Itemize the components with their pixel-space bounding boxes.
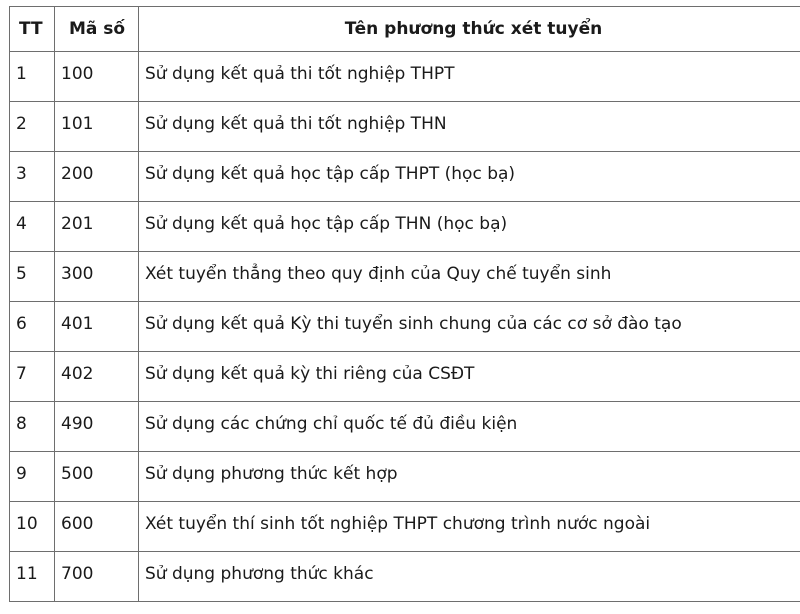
row-tt-cell: 7 — [10, 352, 55, 402]
row-tt-cell: 11 — [10, 552, 55, 602]
header-ten-phuong-thuc: Tên phương thức xét tuyển — [139, 7, 800, 52]
row-ten-cell: Sử dụng kết quả thi tốt nghiệp THN — [139, 102, 800, 152]
table-row — [10, 102, 800, 152]
row-ma-so-cell: 402 — [55, 352, 139, 402]
table-row — [10, 152, 800, 202]
row-tt-cell: 3 — [10, 152, 55, 202]
row-ma-so-cell: 700 — [55, 552, 139, 602]
row-ten-cell: Sử dụng các chứng chỉ quốc tế đủ điều kiện — [139, 402, 800, 452]
table-row — [10, 402, 800, 452]
table-row — [10, 452, 800, 502]
row-tt-cell: 1 — [10, 52, 55, 102]
table-row — [10, 52, 800, 102]
table-row — [10, 252, 800, 302]
row-tt-cell: 5 — [10, 252, 55, 302]
table-row — [10, 552, 800, 602]
row-tt-cell: 10 — [10, 502, 55, 552]
row-ma-so-cell: 600 — [55, 502, 139, 552]
row-ma-so-cell: 490 — [55, 402, 139, 452]
row-ten-cell: Sử dụng kết quả học tập cấp THN (học bạ) — [139, 202, 800, 252]
row-ten-cell: Sử dụng phương thức khác — [139, 552, 800, 602]
table-row — [10, 352, 800, 402]
row-ten-cell: Xét tuyển thí sinh tốt nghiệp THPT chương trình nước ngoài — [139, 502, 800, 552]
header-ma-so: Mã số — [55, 7, 139, 52]
header-tt: TT — [10, 7, 55, 52]
table-body — [10, 52, 800, 602]
admission-methods-table — [9, 6, 800, 602]
row-tt-cell: 9 — [10, 452, 55, 502]
table-row — [10, 302, 800, 352]
row-ten-cell: Sử dụng kết quả thi tốt nghiệp THPT — [139, 52, 800, 102]
table-row — [10, 502, 800, 552]
table-row — [10, 202, 800, 252]
row-ma-so-cell: 100 — [55, 52, 139, 102]
row-tt-cell: 8 — [10, 402, 55, 452]
row-ten-cell: Xét tuyển thẳng theo quy định của Quy chế tuyển sinh — [139, 252, 800, 302]
row-ten-cell: Sử dụng phương thức kết hợp — [139, 452, 800, 502]
row-ma-so-cell: 500 — [55, 452, 139, 502]
row-ma-so-cell: 401 — [55, 302, 139, 352]
row-tt-cell: 2 — [10, 102, 55, 152]
row-ma-so-cell: 201 — [55, 202, 139, 252]
row-ten-cell: Sử dụng kết quả Kỳ thi tuyển sinh chung của các cơ sở đào tạo — [139, 302, 800, 352]
row-ten-cell: Sử dụng kết quả học tập cấp THPT (học bạ) — [139, 152, 800, 202]
row-tt-cell: 6 — [10, 302, 55, 352]
header-row — [10, 7, 800, 52]
row-ten-cell: Sử dụng kết quả kỳ thi riêng của CSĐT — [139, 352, 800, 402]
row-tt-cell: 4 — [10, 202, 55, 252]
row-ma-so-cell: 101 — [55, 102, 139, 152]
row-ma-so-cell: 300 — [55, 252, 139, 302]
row-ma-so-cell: 200 — [55, 152, 139, 202]
